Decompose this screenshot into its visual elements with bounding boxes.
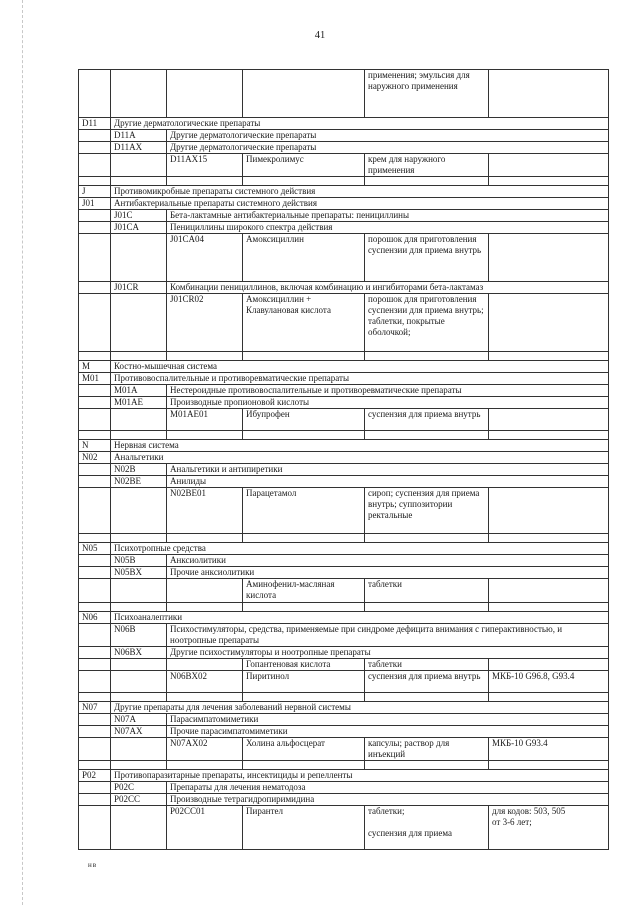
group-row bbox=[79, 702, 609, 714]
group-name: Производные тетрагидропиримидина bbox=[167, 794, 609, 806]
drug-row bbox=[79, 806, 609, 850]
group-name: Комбинации пенициллинов, включая комбинацию и ингибиторами бета-лактамаз bbox=[167, 282, 609, 294]
empty-cell bbox=[489, 352, 609, 361]
empty-cell bbox=[79, 154, 111, 177]
group-name: Костно-мышечная система bbox=[111, 361, 609, 373]
empty-cell bbox=[111, 579, 167, 603]
empty-cell bbox=[111, 70, 167, 118]
empty-cell bbox=[79, 555, 111, 567]
empty-cell bbox=[365, 177, 489, 186]
group-name: Производные пропионовой кислоты bbox=[167, 397, 609, 409]
group-name: Пенициллины широкого спектра действия bbox=[167, 222, 609, 234]
dosage-form: применения; эмульсия для наружного применения bbox=[365, 70, 489, 118]
group-name: Нестероидные противовоспалительные и противоревматические препараты bbox=[167, 385, 609, 397]
empty-cell bbox=[167, 177, 243, 186]
empty-cell bbox=[79, 294, 111, 352]
empty-cell bbox=[489, 534, 609, 543]
atc-code: N06 bbox=[79, 612, 111, 624]
empty-cell bbox=[243, 352, 365, 361]
empty-cell bbox=[79, 806, 111, 850]
group-row bbox=[79, 452, 609, 464]
empty-cell bbox=[365, 693, 489, 702]
table-cell bbox=[167, 70, 243, 118]
group-name: Другие дерматологические препараты bbox=[167, 130, 609, 142]
atc-code: N02B bbox=[111, 464, 167, 476]
atc-code: N06BX bbox=[111, 647, 167, 659]
empty-cell bbox=[79, 177, 111, 186]
dosage-form: крем для наружного применения bbox=[365, 154, 489, 177]
empty-cell bbox=[79, 222, 111, 234]
empty-cell bbox=[111, 761, 167, 770]
group-row bbox=[79, 385, 609, 397]
note bbox=[489, 659, 609, 671]
empty-cell bbox=[243, 534, 365, 543]
empty-cell bbox=[243, 603, 365, 612]
note: для кодов: 503, 505 от 3-6 лет; bbox=[489, 806, 609, 850]
group-row bbox=[79, 361, 609, 373]
group-row bbox=[79, 647, 609, 659]
dosage-form: суспензия для приема внутрь bbox=[365, 671, 489, 693]
empty-cell bbox=[111, 603, 167, 612]
empty-cell bbox=[79, 488, 111, 534]
group-row bbox=[79, 130, 609, 142]
empty-cell bbox=[111, 409, 167, 431]
empty-cell bbox=[365, 352, 489, 361]
scan-fold-line bbox=[22, 0, 23, 905]
atc-code: D11 bbox=[79, 118, 111, 130]
empty-cell bbox=[167, 603, 243, 612]
group-row bbox=[79, 567, 609, 579]
atc-code: J bbox=[79, 186, 111, 198]
drug-name: Амоксициллин bbox=[243, 234, 365, 282]
atc-code: N05 bbox=[79, 543, 111, 555]
empty-cell bbox=[243, 431, 365, 440]
atc-code: P02CC01 bbox=[167, 806, 243, 850]
empty-cell bbox=[79, 409, 111, 431]
empty-cell bbox=[79, 647, 111, 659]
atc-code: J01CA bbox=[111, 222, 167, 234]
dosage-form: таблетки bbox=[365, 659, 489, 671]
dosage-form: порошок для приготовления суспензии для приема внутрь bbox=[365, 234, 489, 282]
group-name: Психостимуляторы, средства, применяемые при синдроме дефицита внимания с гиперактивностью, и ноотропные препараты bbox=[167, 624, 609, 647]
dosage-form: порошок для приготовления суспензии для приема внутрь; таблетки, покрытые оболочкой; bbox=[365, 294, 489, 352]
atc-code: M01AE bbox=[111, 397, 167, 409]
atc-code: M bbox=[79, 361, 111, 373]
spacer-row bbox=[79, 603, 609, 612]
empty-cell bbox=[79, 234, 111, 282]
empty-cell bbox=[79, 352, 111, 361]
note bbox=[489, 154, 609, 177]
continuation-row bbox=[79, 70, 609, 118]
group-name: Препараты для лечения нематодоза bbox=[167, 782, 609, 794]
spacer-row bbox=[79, 534, 609, 543]
drug-row bbox=[79, 294, 609, 352]
empty-cell bbox=[111, 659, 167, 671]
atc-code: M01AE01 bbox=[167, 409, 243, 431]
drug-row bbox=[79, 488, 609, 534]
atc-code: N02BE bbox=[111, 476, 167, 488]
drug-row bbox=[79, 154, 609, 177]
atc-code: P02C bbox=[111, 782, 167, 794]
atc-code: J01CA04 bbox=[167, 234, 243, 282]
empty-cell bbox=[111, 534, 167, 543]
group-name: Другие препараты для лечения заболеваний нервной системы bbox=[111, 702, 609, 714]
empty-cell bbox=[243, 177, 365, 186]
dosage-form: сироп; суспензия для приема внутрь; суппозитории ректальные bbox=[365, 488, 489, 534]
empty-cell bbox=[167, 534, 243, 543]
empty-cell bbox=[243, 70, 365, 118]
atc-code: M01 bbox=[79, 373, 111, 385]
empty-cell bbox=[111, 488, 167, 534]
empty-cell bbox=[111, 294, 167, 352]
group-row bbox=[79, 770, 609, 782]
empty-cell bbox=[79, 431, 111, 440]
empty-cell bbox=[79, 579, 111, 603]
group-row bbox=[79, 782, 609, 794]
atc-code: D11AX15 bbox=[167, 154, 243, 177]
empty-cell bbox=[79, 210, 111, 222]
empty-cell bbox=[79, 397, 111, 409]
note bbox=[489, 409, 609, 431]
empty-cell bbox=[365, 431, 489, 440]
group-name: Другие дерматологические препараты bbox=[111, 118, 609, 130]
group-row bbox=[79, 612, 609, 624]
empty-cell bbox=[167, 761, 243, 770]
empty-cell bbox=[111, 806, 167, 850]
drug-name: Пимекролимус bbox=[243, 154, 365, 177]
group-name: Анилиды bbox=[167, 476, 609, 488]
note bbox=[489, 488, 609, 534]
group-row bbox=[79, 440, 609, 452]
atc-code: J01 bbox=[79, 198, 111, 210]
empty-cell bbox=[79, 782, 111, 794]
empty-cell bbox=[79, 671, 111, 693]
group-name: Прочие парасимпатомиметики bbox=[167, 726, 609, 738]
empty-cell bbox=[489, 761, 609, 770]
empty-cell bbox=[79, 282, 111, 294]
empty-cell bbox=[111, 693, 167, 702]
note bbox=[489, 579, 609, 603]
drug-row bbox=[79, 671, 609, 693]
atc-code: N07A bbox=[111, 714, 167, 726]
drug-row bbox=[79, 738, 609, 761]
group-row bbox=[79, 210, 609, 222]
drug-name: Парацетамол bbox=[243, 488, 365, 534]
empty-cell bbox=[365, 761, 489, 770]
group-row bbox=[79, 726, 609, 738]
group-name: Анальгетики и антипиретики bbox=[167, 464, 609, 476]
drug-list-table bbox=[78, 69, 609, 850]
drug-row bbox=[79, 409, 609, 431]
group-name: Противопаразитарные препараты, инсектициды и репелленты bbox=[111, 770, 609, 782]
note bbox=[489, 70, 609, 118]
group-name: Бета-лактамные антибактериальные препараты: пенициллины bbox=[167, 210, 609, 222]
empty-cell bbox=[79, 761, 111, 770]
group-row bbox=[79, 476, 609, 488]
empty-cell bbox=[79, 142, 111, 154]
empty-cell bbox=[111, 738, 167, 761]
group-row bbox=[79, 624, 609, 647]
empty-cell bbox=[111, 154, 167, 177]
empty-cell bbox=[79, 726, 111, 738]
empty-cell bbox=[79, 476, 111, 488]
atc-code: D11A bbox=[111, 130, 167, 142]
group-row bbox=[79, 222, 609, 234]
group-name: Психотропные средства bbox=[111, 543, 609, 555]
spacer-row bbox=[79, 352, 609, 361]
group-name: Другие дерматологические препараты bbox=[167, 142, 609, 154]
atc-code: N06BX02 bbox=[167, 671, 243, 693]
note: МКБ-10 G96.8, G93.4 bbox=[489, 671, 609, 693]
group-row bbox=[79, 397, 609, 409]
atc-code: N05B bbox=[111, 555, 167, 567]
empty-cell bbox=[79, 130, 111, 142]
drug-row bbox=[79, 579, 609, 603]
drug-row bbox=[79, 659, 609, 671]
drug-name: Амоксициллин + Клавулановая кислота bbox=[243, 294, 365, 352]
empty-cell bbox=[79, 714, 111, 726]
dosage-form: таблетки; суспензия для приема bbox=[365, 806, 489, 850]
drug-row bbox=[79, 234, 609, 282]
group-name: Другие психостимуляторы и ноотропные препараты bbox=[167, 647, 609, 659]
empty-cell bbox=[167, 431, 243, 440]
dosage-form: суспензия для приема внутрь bbox=[365, 409, 489, 431]
drug-name: Пиритинол bbox=[243, 671, 365, 693]
empty-cell bbox=[111, 234, 167, 282]
group-row bbox=[79, 543, 609, 555]
group-row bbox=[79, 198, 609, 210]
note bbox=[489, 234, 609, 282]
group-row bbox=[79, 464, 609, 476]
footer-mark: нв bbox=[88, 861, 98, 869]
drug-name: Пирантел bbox=[243, 806, 365, 850]
empty-cell bbox=[489, 431, 609, 440]
empty-cell bbox=[79, 603, 111, 612]
atc-code: N bbox=[79, 440, 111, 452]
dosage-form: таблетки bbox=[365, 579, 489, 603]
empty-cell bbox=[79, 534, 111, 543]
drug-name: Аминофенил-масляная кислота bbox=[243, 579, 365, 603]
empty-cell bbox=[79, 385, 111, 397]
empty-cell bbox=[79, 464, 111, 476]
empty-cell bbox=[79, 624, 111, 647]
atc-code: N07AX bbox=[111, 726, 167, 738]
empty-cell bbox=[111, 177, 167, 186]
atc-code bbox=[167, 579, 243, 603]
atc-code: J01CR bbox=[111, 282, 167, 294]
atc-code: P02 bbox=[79, 770, 111, 782]
group-name: Антибактериальные препараты системного действия bbox=[111, 198, 609, 210]
group-row bbox=[79, 714, 609, 726]
group-row bbox=[79, 794, 609, 806]
group-name: Прочие анксиолитики bbox=[167, 567, 609, 579]
group-row bbox=[79, 186, 609, 198]
group-row bbox=[79, 555, 609, 567]
atc-code: N02BE01 bbox=[167, 488, 243, 534]
empty-cell bbox=[167, 352, 243, 361]
atc-code: N06B bbox=[111, 624, 167, 647]
empty-cell bbox=[489, 177, 609, 186]
group-row bbox=[79, 118, 609, 130]
empty-cell bbox=[243, 693, 365, 702]
empty-cell bbox=[111, 671, 167, 693]
atc-code: J01CR02 bbox=[167, 294, 243, 352]
atc-code: M01A bbox=[111, 385, 167, 397]
group-name: Анксиолитики bbox=[167, 555, 609, 567]
group-name: Нервная система bbox=[111, 440, 609, 452]
drug-name: Гопантеновая кислота bbox=[243, 659, 365, 671]
group-name: Противовоспалительные и противоревматические препараты bbox=[111, 373, 609, 385]
empty-cell bbox=[365, 603, 489, 612]
atc-code: N02 bbox=[79, 452, 111, 464]
drug-name: Ибупрофен bbox=[243, 409, 365, 431]
empty-cell bbox=[167, 693, 243, 702]
atc-code: J01C bbox=[111, 210, 167, 222]
empty-cell bbox=[111, 431, 167, 440]
group-row bbox=[79, 282, 609, 294]
note bbox=[489, 294, 609, 352]
page-number: 41 bbox=[314, 30, 326, 41]
drug-name: Холина альфосцерат bbox=[243, 738, 365, 761]
note: МКБ-10 G93.4 bbox=[489, 738, 609, 761]
empty-cell bbox=[111, 352, 167, 361]
spacer-row bbox=[79, 761, 609, 770]
atc-code: N07 bbox=[79, 702, 111, 714]
empty-cell bbox=[489, 693, 609, 702]
empty-cell bbox=[489, 603, 609, 612]
atc-code: N07AX02 bbox=[167, 738, 243, 761]
atc-code bbox=[167, 659, 243, 671]
group-name: Анальгетики bbox=[111, 452, 609, 464]
empty-cell bbox=[243, 761, 365, 770]
empty-cell bbox=[79, 738, 111, 761]
empty-cell bbox=[79, 659, 111, 671]
empty-cell bbox=[79, 693, 111, 702]
dosage-form: капсулы; раствор для инъекций bbox=[365, 738, 489, 761]
empty-cell bbox=[79, 794, 111, 806]
group-row bbox=[79, 373, 609, 385]
group-name: Противомикробные препараты системного действия bbox=[111, 186, 609, 198]
empty-cell bbox=[79, 567, 111, 579]
spacer-row bbox=[79, 177, 609, 186]
empty-cell bbox=[79, 70, 111, 118]
atc-code: D11AX bbox=[111, 142, 167, 154]
group-name: Психоаналептики bbox=[111, 612, 609, 624]
group-row bbox=[79, 142, 609, 154]
atc-code: N05BX bbox=[111, 567, 167, 579]
group-name: Парасимпатомиметики bbox=[167, 714, 609, 726]
spacer-row bbox=[79, 693, 609, 702]
atc-code: P02CC bbox=[111, 794, 167, 806]
spacer-row bbox=[79, 431, 609, 440]
empty-cell bbox=[365, 534, 489, 543]
